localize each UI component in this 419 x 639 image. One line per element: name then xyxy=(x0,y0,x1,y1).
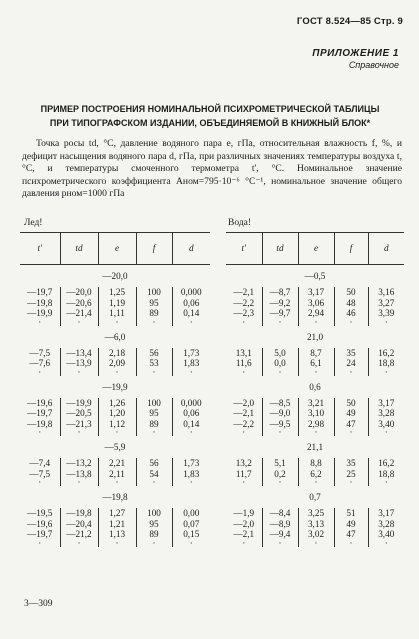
ellipsis-cell: · xyxy=(262,429,298,436)
table-cell: 8,7 xyxy=(298,348,334,359)
ellipsis-row xyxy=(226,540,404,547)
ellipsis-row xyxy=(20,479,210,486)
ellipsis-cell: · xyxy=(242,427,246,437)
section-row xyxy=(226,486,404,508)
table-row xyxy=(226,398,404,409)
ellipsis-row xyxy=(226,369,404,376)
table-cell: 1,26 xyxy=(98,398,136,409)
section-temperature: —20,0 xyxy=(102,271,128,281)
ellipsis-cell: · xyxy=(298,540,334,547)
table-cell: 3,10 xyxy=(298,408,334,419)
table-cell: —21,3 xyxy=(60,419,98,430)
table-cell: —19,6 xyxy=(27,397,53,408)
table-cell: —9,7 xyxy=(262,308,298,319)
table-cell: —2,0 xyxy=(233,397,255,408)
ellipsis-cell: · xyxy=(172,319,210,326)
table-cell: 3,17 xyxy=(368,508,404,519)
table-row xyxy=(20,519,210,530)
section-row xyxy=(226,376,404,398)
column-header-0: t' xyxy=(20,233,60,265)
table-cell: 16,2 xyxy=(368,458,404,469)
table-cell: 3,40 xyxy=(368,419,404,430)
table-cell: 49 xyxy=(334,519,368,530)
column-header-4: d xyxy=(368,233,404,265)
section-row xyxy=(20,376,210,398)
ice-label: Лед! xyxy=(24,218,43,228)
table-cell: —19,7 xyxy=(27,287,53,297)
section-row xyxy=(20,436,210,458)
ellipsis-cell: · xyxy=(334,319,368,326)
table-cell: —7,5 xyxy=(29,347,51,358)
ellipsis-cell: · xyxy=(38,537,42,548)
table-row xyxy=(20,458,210,469)
section-temperature: —0,5 xyxy=(304,271,326,281)
section-row xyxy=(20,486,210,508)
column-header-1: td xyxy=(262,233,298,265)
table-cell: 2,11 xyxy=(98,469,136,480)
table-cell: —19,5 xyxy=(27,508,53,518)
ellipsis-row xyxy=(20,369,210,376)
table-cell: 18,8 xyxy=(368,469,404,480)
table-cell: 1,11 xyxy=(98,308,136,319)
table-cell: 100 xyxy=(136,287,172,298)
table-cell: 13,1 xyxy=(235,347,252,358)
table-cell: 0,06 xyxy=(172,298,210,309)
section-temperature: 0,7 xyxy=(309,492,321,502)
table-cell: —19,8 xyxy=(27,418,53,429)
ellipsis-cell: · xyxy=(334,429,368,436)
table-row xyxy=(20,469,210,480)
table-cell: 95 xyxy=(136,298,172,309)
table-cell: 5,1 xyxy=(262,458,298,469)
table-cell: —9,4 xyxy=(262,529,298,540)
table-cell: —21,4 xyxy=(60,308,98,319)
table-cell: 100 xyxy=(136,398,172,409)
section-row xyxy=(20,326,210,348)
table-cell: —2,1 xyxy=(233,408,255,418)
table-cell: —19,6 xyxy=(27,518,53,529)
column-header-1: td xyxy=(60,233,98,265)
ellipsis-cell: · xyxy=(136,540,172,547)
title-line-1: ПРИМЕР ПОСТРОЕНИЯ НОМИНАЛЬНОЙ ПСИХРОМЕТРИЧЕСКОЙ ТАБЛИЦЫ xyxy=(40,104,380,114)
table-cell: 2,98 xyxy=(298,419,334,430)
ellipsis-cell: · xyxy=(38,477,42,487)
ellipsis-cell: · xyxy=(334,369,368,376)
ellipsis-cell: · xyxy=(172,479,210,486)
table-cell: 3,06 xyxy=(298,298,334,309)
table-cell: —9,5 xyxy=(262,419,298,430)
table-row xyxy=(20,529,210,540)
table-cell: 25 xyxy=(334,469,368,480)
table-cell: 3,21 xyxy=(298,398,334,409)
ellipsis-cell: · xyxy=(368,319,404,326)
table-cell: —2,3 xyxy=(233,308,255,318)
ellipsis-cell: · xyxy=(368,540,404,547)
ellipsis-cell: · xyxy=(136,369,172,376)
ellipsis-cell: · xyxy=(38,427,42,437)
table-cell: 11,6 xyxy=(235,358,252,368)
table-cell: —7,6 xyxy=(29,358,51,368)
table-cell: 89 xyxy=(136,308,172,319)
section-temperature: —19,9 xyxy=(102,381,128,392)
table-cell: —8,4 xyxy=(262,508,298,519)
table-cell: 3,28 xyxy=(368,519,404,530)
section-row xyxy=(226,326,404,348)
table-cell: 47 xyxy=(334,529,368,540)
ellipsis-cell: · xyxy=(298,369,334,376)
table-header-row xyxy=(20,233,210,265)
table-row xyxy=(226,348,404,359)
table-cell: 1,20 xyxy=(98,408,136,419)
table-cell: 0,14 xyxy=(172,419,210,430)
table-cell: 5,0 xyxy=(262,348,298,359)
title-line-2: ПРИ ТИПОГРАФСКОМ ИЗДАНИИ, ОБЪЕДИНЯЕМОЙ В КНИЖНЫЙ БЛОК* xyxy=(49,118,371,128)
table-cell: 48 xyxy=(334,298,368,309)
table-cell: 1,25 xyxy=(98,287,136,298)
table-row xyxy=(226,298,404,309)
table-row xyxy=(226,458,404,469)
table-cell: 2,09 xyxy=(98,358,136,369)
table-cell: 11,7 xyxy=(235,468,252,479)
table-cell: —9,2 xyxy=(262,298,298,309)
table-cell: 1,12 xyxy=(98,419,136,430)
table-cell: 1,83 xyxy=(172,469,210,480)
page-code: 3—309 xyxy=(24,599,53,609)
table-cell: —19,9 xyxy=(27,308,53,318)
section-temperature: —5,9 xyxy=(104,442,126,452)
ellipsis-cell: · xyxy=(98,540,136,547)
table-cell: 13,2 xyxy=(235,458,252,468)
table-cell: 0,00 xyxy=(172,508,210,519)
column-header-2: e xyxy=(298,233,334,265)
ellipsis-cell: · xyxy=(262,479,298,486)
table-cell: 2,94 xyxy=(298,308,334,319)
table-cell: —8,5 xyxy=(262,398,298,409)
table-cell: —9,0 xyxy=(262,408,298,419)
ellipsis-row xyxy=(20,319,210,326)
water-table xyxy=(226,232,404,547)
ellipsis-row xyxy=(226,319,404,326)
table-cell: 95 xyxy=(136,408,172,419)
table-cell: 89 xyxy=(136,419,172,430)
table-cell: —13,8 xyxy=(60,469,98,480)
table-row xyxy=(226,508,404,519)
ellipsis-cell: · xyxy=(242,477,246,487)
appendix-subtitle: Справочное xyxy=(348,60,399,70)
ellipsis-cell: · xyxy=(368,429,404,436)
table-cell: 6,1 xyxy=(298,358,334,369)
column-header-3: f xyxy=(334,233,368,265)
table-cell: 2,21 xyxy=(98,458,136,469)
table-cell: 0,06 xyxy=(172,408,210,419)
table-cell: —19,7 xyxy=(27,529,53,539)
table-cell: —1,9 xyxy=(233,508,255,518)
ellipsis-cell: · xyxy=(262,540,298,547)
column-header-0: t' xyxy=(226,233,262,265)
table-cell: 51 xyxy=(334,508,368,519)
table-cell: —2,0 xyxy=(233,518,255,529)
table-row xyxy=(20,287,210,298)
table-cell: 54 xyxy=(136,469,172,480)
table-cell: —20,6 xyxy=(60,298,98,309)
ellipsis-row xyxy=(226,479,404,486)
intro-text: Точка росы td, °С, давление водяного пара e, гПа, относительная влажность f, %, и дефицит насыщения водяного пара d, гПа, при различных значениях температуры воздуха t, °С, и температуры смоченного термометра t', °С. Номинальное значение психрометрического коэффициента Aном=795·10⁻⁶ °С⁻¹, номинальное значение общего давления pном=1000 гПа xyxy=(22,138,402,199)
table-cell: —19,8 xyxy=(60,508,98,519)
appendix-block xyxy=(312,48,399,70)
table-cell: —21,2 xyxy=(60,529,98,540)
table-cell: 3,17 xyxy=(368,398,404,409)
table-cell: —20,4 xyxy=(60,519,98,530)
table-row xyxy=(20,308,210,319)
table-cell: —7,4 xyxy=(29,458,51,468)
table-row xyxy=(226,408,404,419)
ellipsis-cell: · xyxy=(60,319,98,326)
table-row xyxy=(20,408,210,419)
table-cell: 3,40 xyxy=(368,529,404,540)
ellipsis-cell: · xyxy=(136,479,172,486)
table-cell: 6,2 xyxy=(298,469,334,480)
ellipsis-cell: · xyxy=(98,319,136,326)
table-cell: —8,9 xyxy=(262,519,298,530)
ellipsis-cell: · xyxy=(38,366,42,377)
ellipsis-cell: · xyxy=(298,479,334,486)
appendix-title: ПРИЛОЖЕНИЕ 1 xyxy=(312,48,399,59)
ellipsis-cell: · xyxy=(172,429,210,436)
table-cell: 1,73 xyxy=(172,458,210,469)
table-cell: —2,2 xyxy=(233,297,255,308)
table-row xyxy=(20,398,210,409)
ellipsis-cell: · xyxy=(262,369,298,376)
ice-table xyxy=(20,232,210,547)
ellipsis-cell: · xyxy=(98,369,136,376)
table-cell: 50 xyxy=(334,287,368,298)
table-cell: 0,000 xyxy=(172,287,210,298)
table-cell: 95 xyxy=(136,519,172,530)
table-row xyxy=(20,348,210,359)
table-cell: —13,2 xyxy=(60,458,98,469)
table-cell: —20,5 xyxy=(60,408,98,419)
table-cell: 100 xyxy=(136,508,172,519)
ellipsis-cell: · xyxy=(98,479,136,486)
ellipsis-cell: · xyxy=(368,479,404,486)
table-cell: —8,7 xyxy=(262,287,298,298)
table-cell: —2,2 xyxy=(233,418,255,429)
ellipsis-cell: · xyxy=(136,429,172,436)
table-header-row xyxy=(226,233,404,265)
ellipsis-cell: · xyxy=(60,369,98,376)
ellipsis-cell: · xyxy=(334,479,368,486)
table-cell: 3,02 xyxy=(298,529,334,540)
ellipsis-cell: · xyxy=(242,537,246,548)
ellipsis-cell: · xyxy=(334,540,368,547)
ellipsis-cell: · xyxy=(98,429,136,436)
table-cell: 1,83 xyxy=(172,358,210,369)
table-cell: —7,5 xyxy=(29,468,51,479)
section-temperature: 21,0 xyxy=(306,331,324,342)
table-cell: 3,27 xyxy=(368,298,404,309)
table-cell: 3,17 xyxy=(298,287,334,298)
ellipsis-cell: · xyxy=(242,316,246,327)
table-cell: —19,8 xyxy=(27,297,53,308)
table-cell: 3,28 xyxy=(368,408,404,419)
table-cell: 89 xyxy=(136,529,172,540)
table-cell: —2,1 xyxy=(233,287,255,297)
table-cell: —2,1 xyxy=(233,529,255,539)
ellipsis-cell: · xyxy=(38,316,42,327)
ellipsis-row xyxy=(20,540,210,547)
ellipsis-cell: · xyxy=(242,366,246,377)
table-cell: 35 xyxy=(334,348,368,359)
ellipsis-cell: · xyxy=(136,319,172,326)
table-cell: 18,8 xyxy=(368,358,404,369)
table-cell: 8,8 xyxy=(298,458,334,469)
table-row xyxy=(20,298,210,309)
table-cell: 3,13 xyxy=(298,519,334,530)
table-cell: —13,4 xyxy=(60,348,98,359)
section-row xyxy=(226,436,404,458)
ellipsis-cell: · xyxy=(60,540,98,547)
table-row xyxy=(20,358,210,369)
table-cell: 35 xyxy=(334,458,368,469)
table-cell: 2,18 xyxy=(98,348,136,359)
table-row xyxy=(226,519,404,530)
standard-header: ГОСТ 8.524—85 Стр. 9 xyxy=(296,16,403,27)
table-cell: 1,27 xyxy=(98,508,136,519)
table-row xyxy=(20,508,210,519)
section-row xyxy=(226,265,404,288)
table-cell: 47 xyxy=(334,419,368,430)
table-cell: 1,19 xyxy=(98,298,136,309)
ellipsis-row xyxy=(226,429,404,436)
table-cell: 1,73 xyxy=(172,348,210,359)
table-cell: 1,21 xyxy=(98,519,136,530)
table-cell: 0,0 xyxy=(262,358,298,369)
ellipsis-cell: · xyxy=(298,319,334,326)
table-cell: 16,2 xyxy=(368,348,404,359)
intro-paragraph xyxy=(22,138,402,201)
table-cell: 0,07 xyxy=(172,519,210,530)
ellipsis-cell: · xyxy=(298,429,334,436)
table-cell: 0,15 xyxy=(172,529,210,540)
table-cell: —19,7 xyxy=(27,408,53,418)
ellipsis-cell: · xyxy=(60,479,98,486)
table-cell: 3,16 xyxy=(368,287,404,298)
table-cell: 3,25 xyxy=(298,508,334,519)
column-header-4: d xyxy=(172,233,210,265)
document-title xyxy=(18,102,402,130)
table-cell: 56 xyxy=(136,458,172,469)
ellipsis-cell: · xyxy=(172,540,210,547)
table-cell: —19,9 xyxy=(60,398,98,409)
ellipsis-cell: · xyxy=(60,429,98,436)
water-label: Вода! xyxy=(228,218,252,228)
column-header-2: e xyxy=(98,233,136,265)
table-cell: 53 xyxy=(136,358,172,369)
ellipsis-cell: · xyxy=(172,369,210,376)
table-cell: 0,000 xyxy=(172,398,210,409)
section-temperature: —19,8 xyxy=(102,492,128,502)
section-temperature: —6,0 xyxy=(104,331,126,342)
ellipsis-cell: · xyxy=(262,319,298,326)
table-cell: —13,9 xyxy=(60,358,98,369)
table-cell: 24 xyxy=(334,358,368,369)
table-cell: 0,14 xyxy=(172,308,210,319)
ellipsis-cell: · xyxy=(368,369,404,376)
table-row xyxy=(20,419,210,430)
ellipsis-row xyxy=(20,429,210,436)
table-cell: 3,39 xyxy=(368,308,404,319)
table-cell: 1,13 xyxy=(98,529,136,540)
table-cell: —20,0 xyxy=(60,287,98,298)
table-cell: 50 xyxy=(334,398,368,409)
table-cell: 0,2 xyxy=(262,469,298,480)
table-cell: 46 xyxy=(334,308,368,319)
table-cell: 56 xyxy=(136,348,172,359)
section-temperature: 0,6 xyxy=(309,381,321,392)
section-temperature: 21,1 xyxy=(306,442,324,452)
table-row xyxy=(226,287,404,298)
section-row xyxy=(20,265,210,288)
column-header-3: f xyxy=(136,233,172,265)
table-cell: 49 xyxy=(334,408,368,419)
